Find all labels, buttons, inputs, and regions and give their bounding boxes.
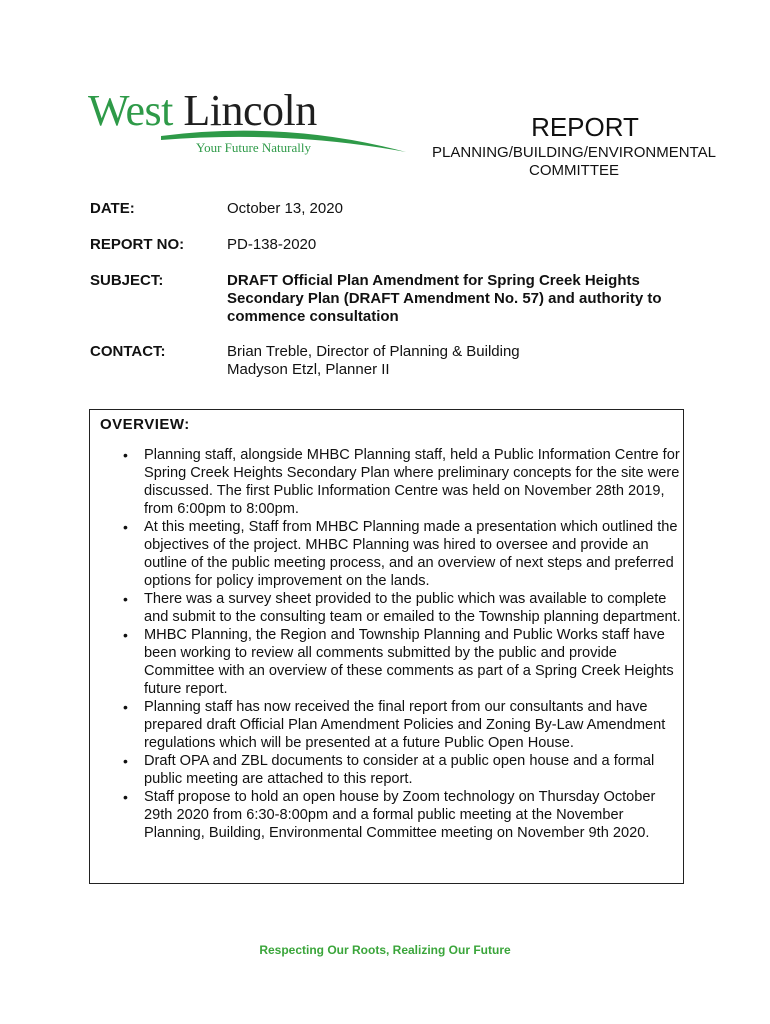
report-no-value: PD-138-2020 [227, 236, 317, 253]
contact-line-1: Brian Treble, Director of Planning & Building [227, 343, 520, 360]
overview-item [123, 590, 681, 626]
subject-value: DRAFT Official Plan Amendment for Spring Creek Heights Secondary Plan (DRAFT Amendment No. 57) and authority to commence consultation [227, 272, 662, 325]
contact-line-2: Madyson Etzl, Planner II [227, 361, 390, 378]
overview-item [123, 788, 681, 842]
bullet-icon: • [123, 753, 128, 769]
overview-list [123, 446, 681, 842]
logo-tagline: Your Future Naturally [196, 140, 311, 155]
report-no-label: REPORT NO: [90, 236, 185, 253]
overview-item [123, 518, 681, 590]
logo-word-west: West [88, 86, 173, 135]
bullet-icon: • [123, 591, 128, 607]
contact-value [227, 343, 687, 379]
bullet-icon: • [123, 699, 128, 715]
committee-name: PLANNING/BUILDING/ENVIRONMENTAL COMMITTEE [432, 144, 716, 179]
overview-title: OVERVIEW: [100, 416, 190, 433]
footer-slogan: Respecting Our Roots, Realizing Our Future [259, 943, 511, 957]
overview-item-text: MHBC Planning, the Region and Township Planning and Public Works staff have been working to review all comments submitted by the public and provide Committee with an overview of these comments as part of a Spring Creek Heights future report. [144, 627, 674, 697]
overview-item [123, 698, 681, 752]
overview-item-text: At this meeting, Staff from MHBC Planning made a presentation which outlined the objectives of the project. MHBC Planning was hired to oversee and provide an outline of the public meeting process, and an overview of next steps and preferred options for policy improvement on the lands. [144, 519, 678, 589]
overview-item [123, 626, 681, 698]
west-lincoln-logo [86, 86, 416, 160]
overview-item [123, 752, 681, 788]
overview-item-text: Draft OPA and ZBL documents to consider at a public open house and a formal public meeting are attached to this report. [144, 753, 655, 787]
overview-item [123, 446, 681, 518]
bullet-icon: • [123, 789, 128, 805]
report-title: REPORT [531, 112, 639, 142]
contact-label: CONTACT: [90, 343, 166, 360]
bullet-icon: • [123, 447, 128, 463]
overview-item-text: Planning staff has now received the final report from our consultants and have prepared draft Official Plan Amendment Policies and Zoning By-Law Amendment regulations which will be presented at a future Public Open House. [144, 699, 666, 751]
overview-item-text: There was a survey sheet provided to the public which was available to complete and submit to the consulting team or emailed to the Township planning department. [144, 591, 681, 625]
bullet-icon: • [123, 627, 128, 643]
overview-item-text: Planning staff, alongside MHBC Planning staff, held a Public Information Centre for Spring Creek Heights Secondary Plan where preliminary concepts for the site were discussed. The first Public Information Centre was held on November 28th 2019, from 6:00pm to 8:00pm. [144, 447, 680, 517]
overview-box [89, 409, 684, 884]
logo-wordmark [88, 86, 317, 136]
logo-word-lincoln: Lincoln [183, 86, 317, 135]
date-value: October 13, 2020 [227, 200, 343, 217]
date-label: DATE: [90, 200, 135, 217]
subject-label: SUBJECT: [90, 272, 164, 289]
overview-item-text: Staff propose to hold an open house by Zoom technology on Thursday October 29th 2020 from 6:30-8:00pm and a formal public meeting at the November Planning, Building, Environmental Committee meeting on November 9th 2020. [144, 789, 656, 841]
bullet-icon: • [123, 519, 128, 535]
